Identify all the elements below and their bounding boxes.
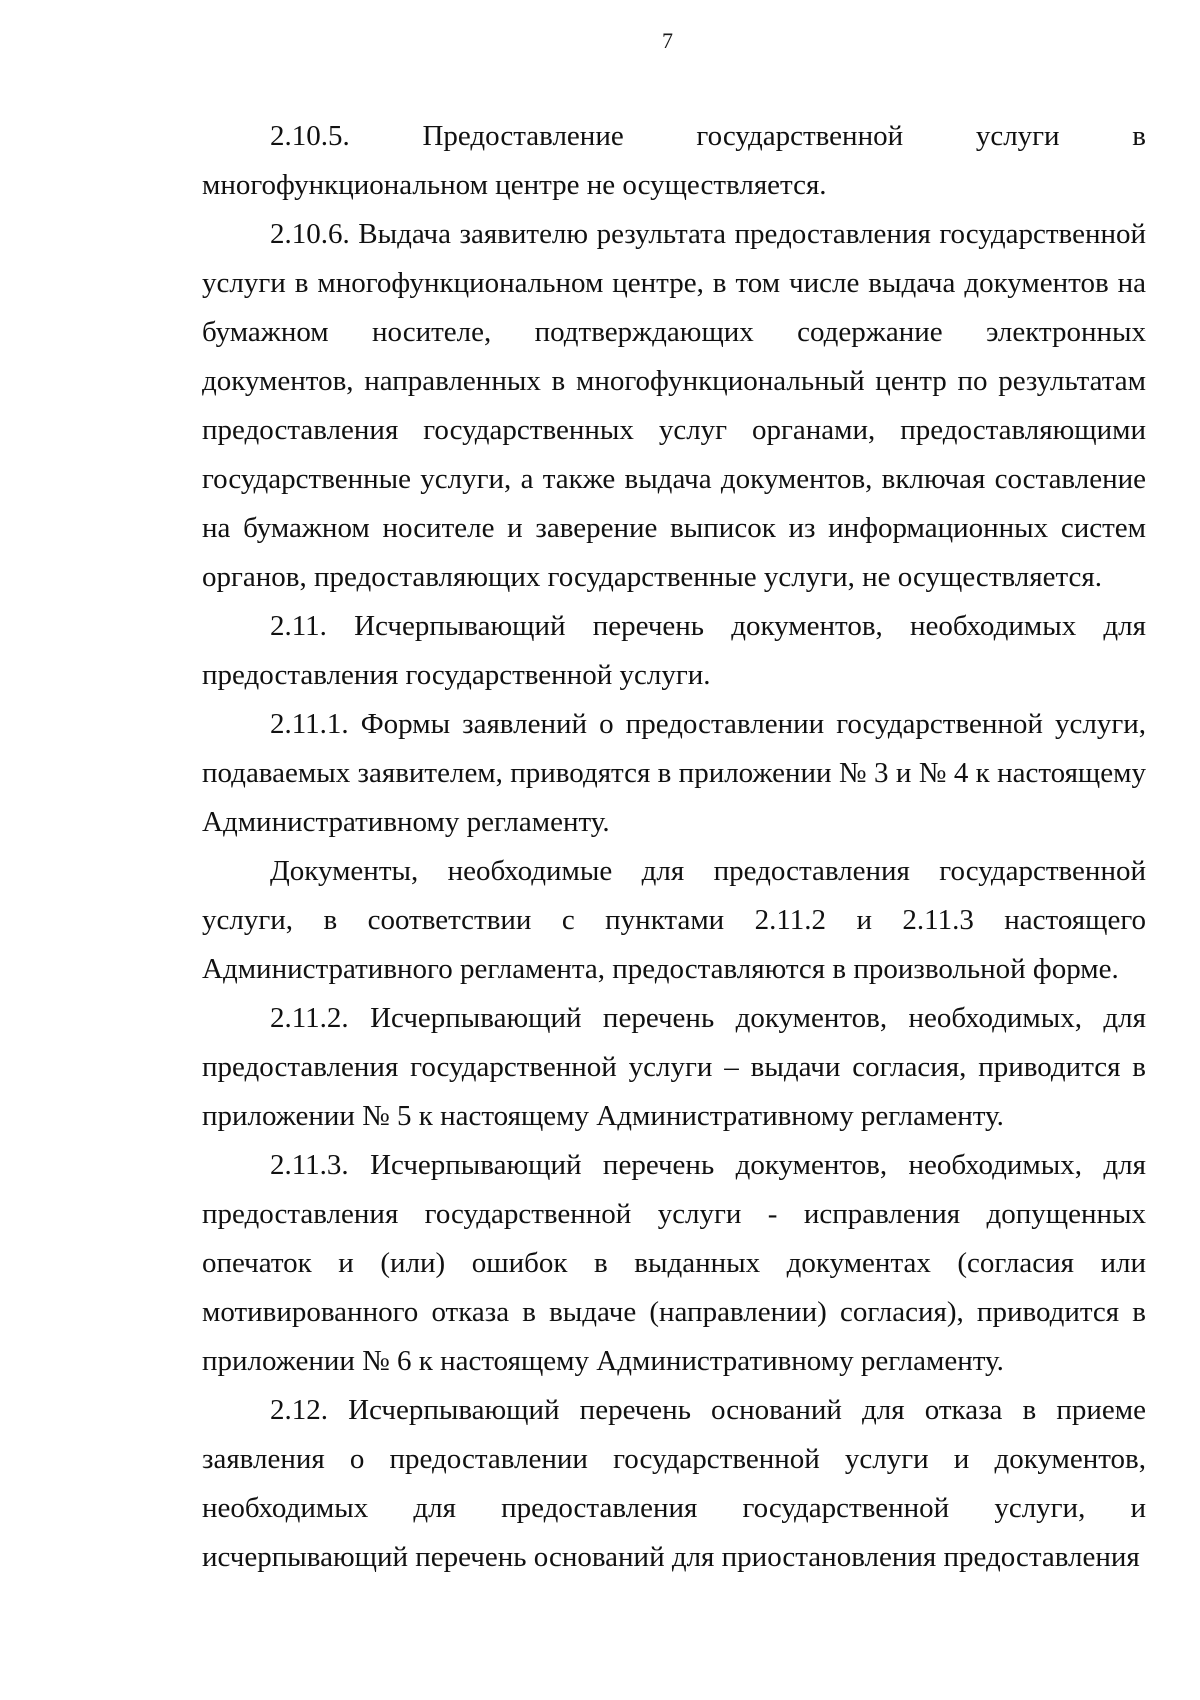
paragraph-2-11-3: 2.11.3. Исчерпывающий перечень документов, необходимых, для предоставления государственной услуги - исправления допущенных опечаток и (или) ошибок в выданных документах (согласия или мотивированного отказа в выдаче (направлении) согласия), приводится в приложении № 6 к настоящему Административному регламенту. — [202, 1149, 1146, 1377]
page-number: 7 — [662, 28, 673, 53]
paragraph-2-11-2: 2.11.2. Исчерпывающий перечень документов, необходимых, для предоставления государственной услуги – выдачи согласия, приводится в приложении № 5 к настоящему Административному регламенту. — [202, 1002, 1146, 1132]
paragraph-2-11: 2.11. Исчерпывающий перечень документов, необходимых для предоставления государственной услуги. — [202, 610, 1146, 691]
paragraph-documents-forms: Документы, необходимые для предоставления государственной услуги, в соответствии с пунктами 2.11.2 и 2.11.3 настоящего Административного регламента, предоставляются в произвольной форме. — [202, 855, 1146, 985]
document-body — [202, 112, 1146, 1582]
paragraph-2-11-1: 2.11.1. Формы заявлений о предоставлении государственной услуги, подаваемых заявителем, приводятся в приложении № 3 и № 4 к настоящему Административному регламенту. — [202, 708, 1146, 838]
paragraph-2-12: 2.12. Исчерпывающий перечень оснований для отказа в приеме заявления о предоставлении государственной услуги и документов, необходимых для предоставления государственной услуги, и исчерпывающий перечень оснований для приостановления предоставления — [202, 1394, 1146, 1573]
paragraph-2-10-5: 2.10.5. Предоставление государственной услуги в многофункциональном центре не осуществляется. — [202, 120, 1146, 201]
paragraph-2-10-6: 2.10.6. Выдача заявителю результата предоставления государственной услуги в многофункциональном центре, в том числе выдача документов на бумажном носителе, подтверждающих содержание электронных документов, направленных в многофункциональный центр по результатам предоставления государственных услуг органами, предоставляющими государственные услуги, а также выдача документов, включая составление на бумажном носителе и заверение выписок из информационных систем органов, предоставляющих государственные услуги, не осуществляется. — [202, 218, 1146, 593]
